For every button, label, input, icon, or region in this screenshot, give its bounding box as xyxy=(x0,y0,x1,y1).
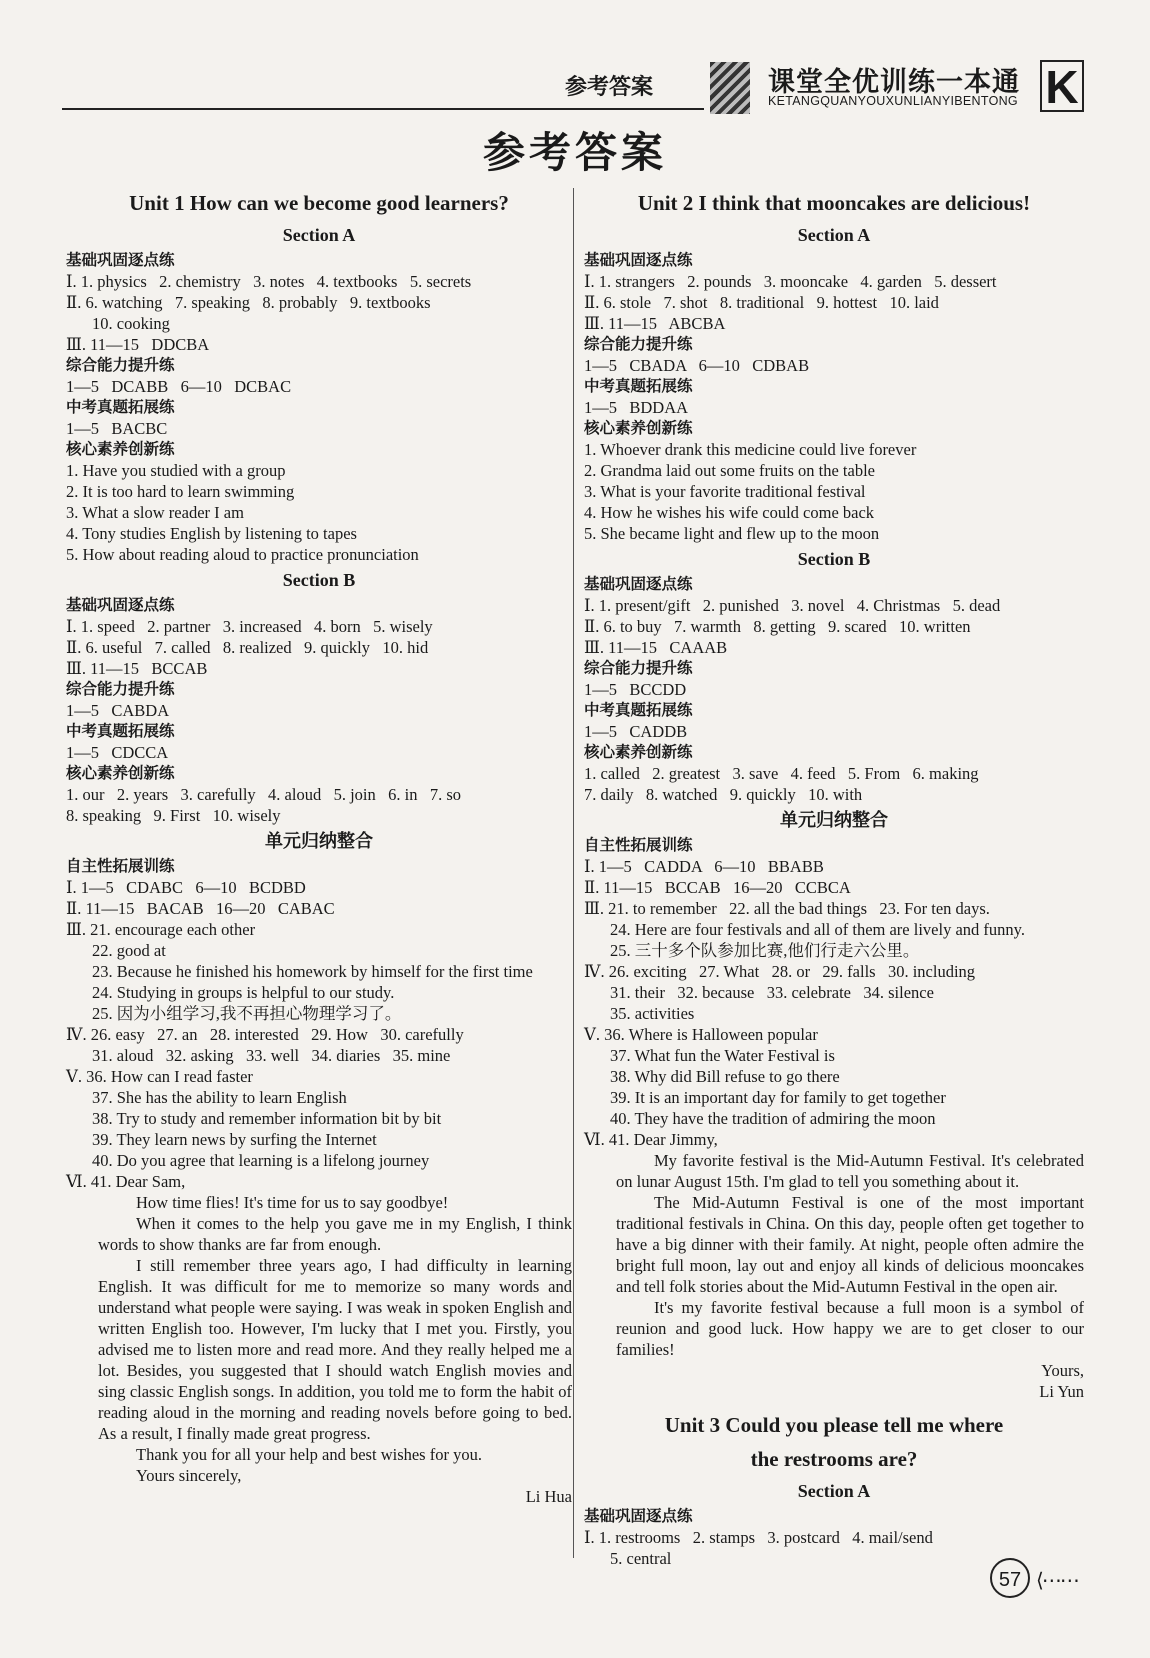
answer-line: Ⅲ. 11—15 DDCBA xyxy=(66,335,210,354)
answer-line: 3. What a slow reader I am xyxy=(66,503,244,522)
brand-title: 课堂全优训练一本通 xyxy=(768,67,1020,98)
answer-line: Ⅲ. 11—15 CAAAB xyxy=(584,638,728,657)
category-label: 中考真题拓展练 xyxy=(66,398,175,416)
unit2-title: Unit 2 I think that mooncakes are delicious! xyxy=(637,191,1031,215)
answer-line: 5. She became light and flew up to the moon xyxy=(584,524,880,543)
letter-paragraph: When it comes to the help you gave me in my English, I think words to show thanks are far from enough. xyxy=(98,1214,572,1254)
answer-line: Ⅰ. 1—5 CDABC 6—10 BCDBD xyxy=(66,878,306,897)
section-b-heading: Section B xyxy=(282,570,356,590)
page-title: 参考答案 xyxy=(482,128,667,177)
answer-line: 1—5 BACBC xyxy=(66,419,168,438)
unit-summary-heading: 单元归纳整合 xyxy=(265,831,373,851)
answer-line: Ⅳ. 26. easy 27. an 28. interested 29. How 30. carefully xyxy=(66,1025,464,1044)
category-label: 基础巩固逐点练 xyxy=(584,575,693,593)
answer-line: Ⅰ. 1. speed 2. partner 3. increased 4. born 5. wisely xyxy=(66,617,433,636)
answer-line: 1—5 BDDAA xyxy=(584,398,689,417)
letter-closing: Yours, xyxy=(1041,1361,1084,1380)
answer-line: Ⅱ. 6. to buy 7. warmth 8. getting 9. scared 10. written xyxy=(584,617,971,636)
category-label: 核心素养创新练 xyxy=(584,419,693,437)
section-b-heading: Section B xyxy=(797,549,871,569)
answer-line: Ⅴ. 36. Where is Halloween popular xyxy=(584,1025,818,1044)
answer-line: Ⅰ. 1. physics 2. chemistry 3. notes 4. textbooks 5. secrets xyxy=(66,272,472,291)
answer-line: 24. Studying in groups is helpful to our study. xyxy=(92,983,395,1002)
answer-line: 1—5 CADDB xyxy=(584,722,688,741)
answer-line: Ⅱ. 6. stole 7. shot 8. traditional 9. hottest 10. laid xyxy=(584,293,939,312)
right-column xyxy=(584,186,1084,1569)
answer-line: 35. activities xyxy=(610,1004,695,1023)
answer-line: 1. called 2. greatest 3. save 4. feed 5. From 6. making xyxy=(584,764,979,783)
category-label: 综合能力提升练 xyxy=(584,335,693,353)
answer-line: 39. It is an important day for family to get together xyxy=(610,1088,946,1107)
answer-line: 4. How he wishes his wife could come back xyxy=(584,503,875,522)
answer-line: Ⅲ. 21. encourage each other xyxy=(66,920,256,939)
answer-line: Ⅱ. 6. watching 7. speaking 8. probably 9. textbooks xyxy=(66,293,431,312)
answer-line: 37. What fun the Water Festival is xyxy=(610,1046,835,1065)
letter-paragraph: How time flies! It's time for us to say goodbye! xyxy=(136,1193,449,1212)
header-stripe-decoration xyxy=(710,62,750,114)
letter-paragraph: The Mid-Autumn Festival is one of the most important traditional festivals in China. On this day, people often get together to have a big dinner with their family. At night, people often admire the bright full moon, lay out and enjoy all kinds of delicious mooncakes and tell folk stories about the Mid-Autumn Festival in the open air. xyxy=(616,1193,1084,1296)
answer-line: 7. daily 8. watched 9. quickly 10. with xyxy=(584,785,863,804)
answer-line: Ⅰ. 1. restrooms 2. stamps 3. postcard 4. mail/send xyxy=(584,1528,933,1547)
answer-line: 37. She has the ability to learn English xyxy=(92,1088,347,1107)
answer-line: 23. Because he finished his homework by himself for the first time xyxy=(92,962,533,981)
answer-line: 10. cooking xyxy=(92,314,170,333)
answer-line: Ⅰ. 1. strangers 2. pounds 3. mooncake 4. garden 5. dessert xyxy=(584,272,997,291)
section-a-heading: Section A xyxy=(797,225,871,245)
answer-line: 4. Tony studies English by listening to tapes xyxy=(66,524,357,543)
answer-line: 1—5 CBADA 6—10 CDBAB xyxy=(584,356,810,375)
answer-line: 31. aloud 32. asking 33. well 34. diaries 35. mine xyxy=(92,1046,451,1065)
category-label: 综合能力提升练 xyxy=(66,356,175,374)
answer-line: Ⅳ. 26. exciting 27. What 28. or 29. falls 30. including xyxy=(584,962,976,981)
answer-line: 40. Do you agree that learning is a lifelong journey xyxy=(92,1151,430,1170)
unit-summary-heading: 单元归纳整合 xyxy=(780,810,888,830)
category-label: 核心素养创新练 xyxy=(66,764,175,782)
answer-line: Ⅰ. 1—5 CADDA 6—10 BBABB xyxy=(584,857,824,876)
category-label: 中考真题拓展练 xyxy=(584,701,693,719)
unit1-title: Unit 1 How can we become good learners? xyxy=(129,191,509,215)
answer-line: Ⅱ. 11—15 BCCAB 16—20 CCBCA xyxy=(584,878,851,897)
category-label: 中考真题拓展练 xyxy=(584,377,693,395)
answer-line: 1. Whoever drank this medicine could live forever xyxy=(584,440,917,459)
answer-line: 2. Grandma laid out some fruits on the table xyxy=(584,461,875,480)
answer-line: Ⅵ. 41. Dear Jimmy, xyxy=(584,1130,718,1149)
column-divider xyxy=(573,188,574,1558)
letter-paragraph: I still remember three years ago, I had difficulty in learning English. It was difficult for me to memorize so many words and understand what people were saying. I was weak in spoken English and written English too. However, I'm lucky that I met you. Firstly, you advised me to listen more and read more. And they really helped me a lot. Besides, you suggested that I should watch English movies and sing classic English songs. In addition, you told me to form the habit of reading aloud in the morning and reading novels before going to bed. As a result, I finally made great progress. xyxy=(98,1256,572,1443)
category-label: 基础巩固逐点练 xyxy=(66,251,175,269)
answer-line: 1—5 CDCCA xyxy=(66,743,169,762)
brand-subtitle: KETANGQUANYOUXUNLIANYIBENTONG xyxy=(768,94,1018,108)
answer-line: 25. 因为小组学习,我不再担心物理学习了。 xyxy=(92,1004,402,1023)
answer-line: Ⅲ. 11—15 BCCAB xyxy=(66,659,208,678)
category-label: 自主性拓展训练 xyxy=(584,836,693,854)
letter-paragraph: It's my favorite festival because a full moon is a symbol of reunion and good luck. How happy we are to get closer to our families! xyxy=(616,1298,1084,1359)
letter-paragraph: My favorite festival is the Mid-Autumn Festival. It's celebrated on lunar August 15th. I'm glad to tell you something about it. xyxy=(616,1151,1084,1191)
category-label: 基础巩固逐点练 xyxy=(584,251,693,269)
header-rule xyxy=(62,108,704,110)
answer-line: 2. It is too hard to learn swimming xyxy=(66,482,295,501)
answer-line: Ⅲ. 21. to remember 22. all the bad things 23. For ten days. xyxy=(584,899,990,918)
answer-line: 1. Have you studied with a group xyxy=(66,461,286,480)
answer-line: 1—5 CABDA xyxy=(66,701,170,720)
answer-line: 1—5 BCCDD xyxy=(584,680,687,699)
category-label: 综合能力提升练 xyxy=(66,680,175,698)
category-label: 基础巩固逐点练 xyxy=(66,596,175,614)
answer-line: Ⅴ. 36. How can I read faster xyxy=(66,1067,253,1086)
letter-signature: Li Hua xyxy=(525,1487,572,1506)
section-a-heading: Section A xyxy=(797,1481,871,1501)
answer-line: 24. Here are four festivals and all of them are lively and funny. xyxy=(610,920,1025,939)
sample-letter xyxy=(584,1150,1084,1402)
answer-line: Ⅱ. 6. useful 7. called 8. realized 9. quickly 10. hid xyxy=(66,638,429,657)
letter-closing: Yours sincerely, xyxy=(136,1466,242,1485)
answer-line: 38. Try to study and remember information bit by bit xyxy=(92,1109,442,1128)
answer-line: Ⅰ. 1. present/gift 2. punished 3. novel 4. Christmas 5. dead xyxy=(584,596,1001,615)
left-column xyxy=(66,186,572,1507)
answer-line: 38. Why did Bill refuse to go there xyxy=(610,1067,840,1086)
unit3-title: Unit 3 Could you please tell me where xyxy=(664,1413,1004,1437)
page-number: 57 xyxy=(990,1558,1030,1598)
answer-line: 39. They learn news by surfing the Internet xyxy=(92,1130,377,1149)
page-arrow-icon: ⟨⋯⋯ xyxy=(1036,1568,1078,1592)
answer-line: 3. What is your favorite traditional festival xyxy=(584,482,866,501)
category-label: 自主性拓展训练 xyxy=(66,857,175,875)
answer-line: 31. their 32. because 33. celebrate 34. silence xyxy=(610,983,934,1002)
section-a-heading: Section A xyxy=(282,225,356,245)
answer-line: 40. They have the tradition of admiring the moon xyxy=(610,1109,936,1128)
category-label: 基础巩固逐点练 xyxy=(584,1507,693,1525)
category-label: 核心素养创新练 xyxy=(66,440,175,458)
letter-signature: Li Yun xyxy=(1039,1382,1084,1401)
category-label: 综合能力提升练 xyxy=(584,659,693,677)
answer-line: Ⅱ. 11—15 BACAB 16—20 CABAC xyxy=(66,899,335,918)
answer-line: Ⅵ. 41. Dear Sam, xyxy=(66,1172,186,1191)
sample-letter xyxy=(66,1192,572,1507)
answer-line: Ⅲ. 11—15 ABCBA xyxy=(584,314,726,333)
answer-line: 22. good at xyxy=(92,941,166,960)
answer-line: 5. central xyxy=(610,1549,672,1568)
answer-line: 1—5 DCABB 6—10 DCBAC xyxy=(66,377,292,396)
category-label: 核心素养创新练 xyxy=(584,743,693,761)
answer-line: 25. 三十多个队参加比赛,他们行走六公里。 xyxy=(610,941,920,960)
brand-logo-k: K xyxy=(1040,60,1084,112)
category-label: 中考真题拓展练 xyxy=(66,722,175,740)
header-section-label: 参考答案 xyxy=(565,75,654,100)
answer-line: 5. How about reading aloud to practice pronunciation xyxy=(66,545,419,564)
answer-line: 1. our 2. years 3. carefully 4. aloud 5. join 6. in 7. so xyxy=(66,785,462,804)
unit3-title-cont: the restrooms are? xyxy=(750,1447,918,1471)
answer-line: 8. speaking 9. First 10. wisely xyxy=(66,806,281,825)
letter-paragraph: Thank you for all your help and best wishes for you. xyxy=(136,1445,482,1464)
